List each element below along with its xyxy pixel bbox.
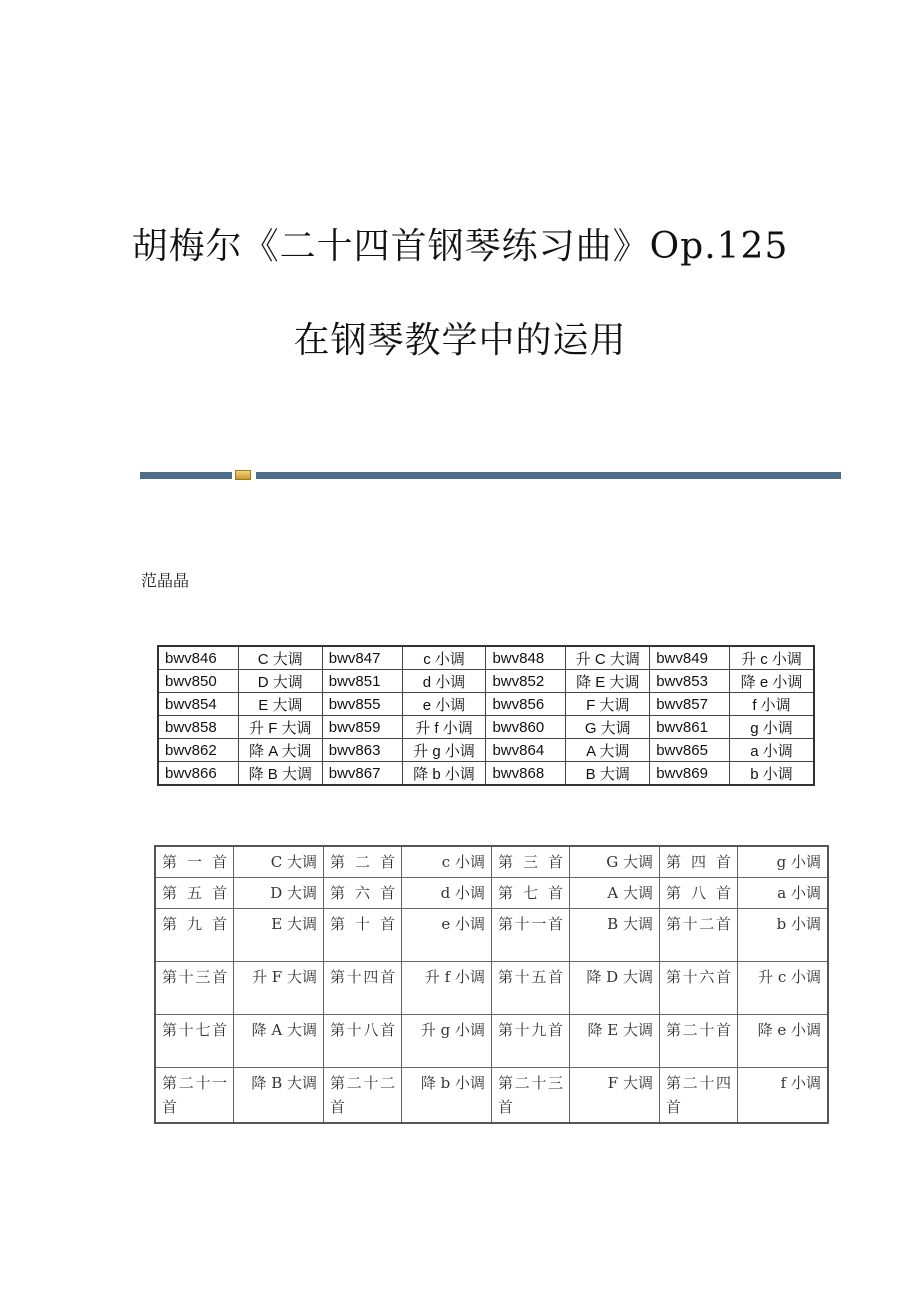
- bwv-number-cell: bwv856: [486, 693, 566, 716]
- etude-key-cell: 升 g 小调: [402, 1015, 492, 1068]
- etude-key-cell: C 大调: [234, 846, 324, 878]
- etude-number-cell: 第十首: [323, 909, 401, 962]
- table-row: [155, 909, 828, 962]
- etude-key-cell: 降 B 大调: [234, 1068, 324, 1124]
- etude-number-cell: 第二十二首: [323, 1068, 401, 1124]
- bwv-number-cell: bwv863: [322, 739, 402, 762]
- bwv-number-cell: bwv853: [650, 670, 730, 693]
- etude-number-cell: 第七首: [491, 878, 569, 909]
- bwv-key-cell: 降 A 大调: [238, 739, 322, 762]
- etude-number-cell: 第十九首: [491, 1015, 569, 1068]
- bwv-key-cell: 升 F 大调: [238, 716, 322, 739]
- etude-key-cell: 降 E 大调: [570, 1015, 660, 1068]
- table-row: [158, 716, 814, 739]
- document-title-line-1: 胡梅尔《二十四首钢琴练习曲》Op.125: [131, 226, 789, 267]
- bwv-number-cell: bwv846: [158, 646, 238, 670]
- bwv-key-cell: 降 b 小调: [402, 762, 486, 786]
- etude-number-cell: 第二十一首: [155, 1068, 234, 1124]
- etude-key-cell: D 大调: [234, 878, 324, 909]
- etude-key-cell: d 小调: [402, 878, 492, 909]
- bwv-number-cell: bwv868: [486, 762, 566, 786]
- bwv-number-cell: bwv849: [650, 646, 730, 670]
- etude-key-cell: 升 c 小调: [738, 962, 828, 1015]
- table-row: [158, 739, 814, 762]
- bwv-number-cell: bwv864: [486, 739, 566, 762]
- etude-number-cell: 第三首: [491, 846, 569, 878]
- bwv-key-cell: e 小调: [402, 693, 486, 716]
- etude-key-cell: A 大调: [570, 878, 660, 909]
- etude-key-cell: 升 F 大调: [234, 962, 324, 1015]
- bwv-number-cell: bwv869: [650, 762, 730, 786]
- bwv-number-cell: bwv867: [322, 762, 402, 786]
- bwv-key-cell: g 小调: [730, 716, 814, 739]
- bwv-number-cell: bwv858: [158, 716, 238, 739]
- etude-number-cell: 第五首: [155, 878, 234, 909]
- bwv-key-cell: d 小调: [402, 670, 486, 693]
- bwv-number-cell: bwv852: [486, 670, 566, 693]
- bwv-key-table: [157, 645, 815, 786]
- etude-key-cell: G 大调: [570, 846, 660, 878]
- table-row: [158, 762, 814, 786]
- etude-key-cell: E 大调: [234, 909, 324, 962]
- bwv-number-cell: bwv855: [322, 693, 402, 716]
- table-row: [155, 878, 828, 909]
- bwv-key-cell: F 大调: [566, 693, 650, 716]
- bwv-key-cell: C 大调: [238, 646, 322, 670]
- etude-number-cell: 第二十四首: [659, 1068, 737, 1124]
- bwv-key-cell: c 小调: [402, 646, 486, 670]
- bwv-number-cell: bwv847: [322, 646, 402, 670]
- etude-key-cell: 降 b 小调: [402, 1068, 492, 1124]
- table-row: [158, 646, 814, 670]
- bwv-key-cell: 降 E 大调: [566, 670, 650, 693]
- document-title-line-2: 在钢琴教学中的运用: [293, 320, 627, 361]
- divider-bar-left: [140, 472, 232, 479]
- bwv-number-cell: bwv862: [158, 739, 238, 762]
- etude-key-cell: B 大调: [570, 909, 660, 962]
- etude-key-table: [154, 845, 829, 1124]
- author-name: 范晶晶: [141, 571, 190, 590]
- bwv-key-cell: A 大调: [566, 739, 650, 762]
- bwv-key-cell: b 小调: [730, 762, 814, 786]
- etude-number-cell: 第九首: [155, 909, 234, 962]
- bwv-key-cell: E 大调: [238, 693, 322, 716]
- bwv-key-cell: D 大调: [238, 670, 322, 693]
- bwv-key-cell: 升 c 小调: [730, 646, 814, 670]
- etude-key-cell: 降 D 大调: [570, 962, 660, 1015]
- etude-key-cell: F 大调: [570, 1068, 660, 1124]
- etude-key-cell: e 小调: [402, 909, 492, 962]
- etude-number-cell: 第十八首: [323, 1015, 401, 1068]
- etude-number-cell: 第十六首: [659, 962, 737, 1015]
- etude-number-cell: 第八首: [659, 878, 737, 909]
- bwv-key-cell: a 小调: [730, 739, 814, 762]
- etude-number-cell: 第二十三首: [491, 1068, 569, 1124]
- etude-number-cell: 第二十首: [659, 1015, 737, 1068]
- etude-key-cell: 升 f 小调: [402, 962, 492, 1015]
- bwv-number-cell: bwv851: [322, 670, 402, 693]
- bwv-number-cell: bwv848: [486, 646, 566, 670]
- bwv-number-cell: bwv854: [158, 693, 238, 716]
- bwv-number-cell: bwv857: [650, 693, 730, 716]
- table-row: [155, 962, 828, 1015]
- etude-key-cell: f 小调: [738, 1068, 828, 1124]
- bwv-key-cell: 升 C 大调: [566, 646, 650, 670]
- etude-key-cell: 降 A 大调: [234, 1015, 324, 1068]
- divider-bar-right: [256, 472, 841, 479]
- etude-number-cell: 第二首: [323, 846, 401, 878]
- etude-number-cell: 第十二首: [659, 909, 737, 962]
- bwv-key-cell: 降 B 大调: [238, 762, 322, 786]
- etude-key-cell: c 小调: [402, 846, 492, 878]
- table-row: [155, 846, 828, 878]
- etude-number-cell: 第十三首: [155, 962, 234, 1015]
- etude-number-cell: 第十五首: [491, 962, 569, 1015]
- bwv-key-cell: f 小调: [730, 693, 814, 716]
- table-row: [155, 1068, 828, 1124]
- etude-key-cell: b 小调: [738, 909, 828, 962]
- etude-number-cell: 第十一首: [491, 909, 569, 962]
- bwv-number-cell: bwv859: [322, 716, 402, 739]
- etude-number-cell: 第十四首: [323, 962, 401, 1015]
- etude-number-cell: 第六首: [323, 878, 401, 909]
- etude-number-cell: 第一首: [155, 846, 234, 878]
- bwv-key-cell: 升 g 小调: [402, 739, 486, 762]
- table-row: [155, 1015, 828, 1068]
- bwv-number-cell: bwv866: [158, 762, 238, 786]
- table-row: [158, 693, 814, 716]
- table-row: [158, 670, 814, 693]
- bwv-number-cell: bwv865: [650, 739, 730, 762]
- bwv-key-cell: B 大调: [566, 762, 650, 786]
- bwv-number-cell: bwv860: [486, 716, 566, 739]
- bwv-number-cell: bwv850: [158, 670, 238, 693]
- bwv-key-cell: G 大调: [566, 716, 650, 739]
- etude-key-cell: a 小调: [738, 878, 828, 909]
- bwv-key-cell: 升 f 小调: [402, 716, 486, 739]
- etude-number-cell: 第四首: [659, 846, 737, 878]
- etude-number-cell: 第十七首: [155, 1015, 234, 1068]
- bwv-number-cell: bwv861: [650, 716, 730, 739]
- divider-ornament-icon: [235, 470, 251, 480]
- bwv-key-cell: 降 e 小调: [730, 670, 814, 693]
- etude-key-cell: 降 e 小调: [738, 1015, 828, 1068]
- etude-key-cell: g 小调: [738, 846, 828, 878]
